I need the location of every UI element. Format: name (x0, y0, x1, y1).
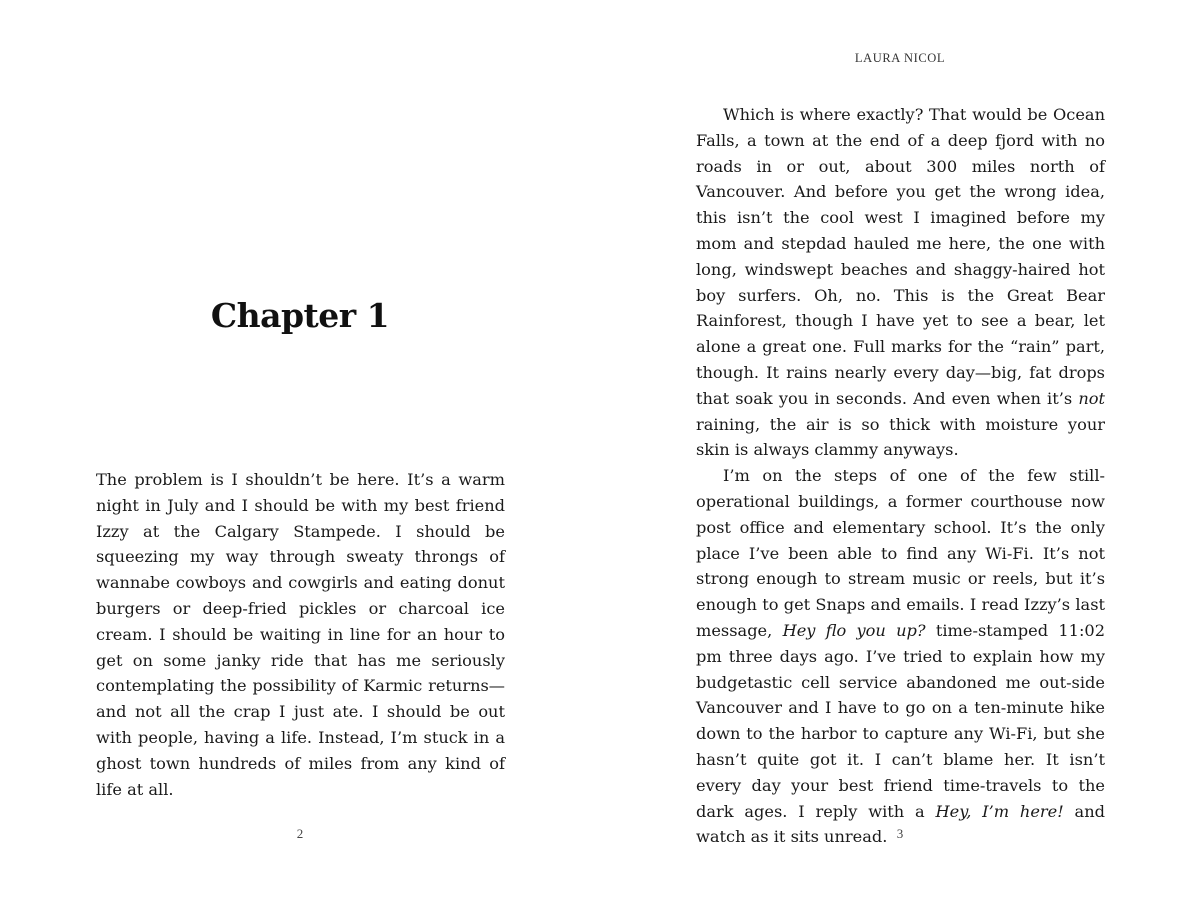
italic-message-reply: Hey, I’m here! (935, 801, 1064, 821)
italic-message-izzy: Hey flo you up? (782, 620, 926, 640)
page-number-right: 3 (896, 826, 904, 841)
paragraph-wifi-steps (696, 463, 1105, 850)
paragraph-text: raining, the air is so thick with moisture your skin is always clammy anyways. (696, 414, 1105, 460)
right-page (600, 0, 1200, 900)
chapter-title: Chapter 1 (210, 296, 390, 335)
left-page-body (96, 467, 505, 802)
paragraph-text: and watch as it sits unread. (696, 801, 1105, 847)
paragraph-text: time-stamped 11:02 pm three days ago. I’ve tried to explain how my budgetastic cell service abandoned me out-side Vancouver and I have to go on a ten-minute hike down to the harbor to capture any Wi-Fi, but she hasn’t quite got it. I can’t blame her. It isn’t every day your best friend time-travels to the dark ages. I reply with a (696, 620, 1106, 821)
paragraph-text: I’m on the steps of one of the few still-operational buildings, a former courthouse now post office and elementary school. It’s the only place I’ve been able to find any Wi-Fi. It’s not strong enough to stream music or reels, but it’s enough to get Snaps and emails. I read Izzy’s last message, (696, 466, 1105, 640)
chapter-opening-paragraph: The problem is I shouldn’t be here. It’s a warm night in July and I should be with my best friend Izzy at the Calgary Stampede. I should be squeezing my way through sweaty throngs of wannabe cowboys and cowgirls and eating donut burgers or deep-fried pickles or charcoal ice cream. I should be waiting in line for an hour to get on some janky ride that has me seriously contemplating the possibility of Karmic returns—and not all the crap I just ate. I should be out with people, having a life. Instead, I’m stuck in a ghost town hundreds of miles from any kind of life at all. (96, 470, 505, 799)
italic-emphasis: not (1078, 388, 1105, 408)
page-number-left: 2 (296, 826, 304, 841)
paragraph-ocean-falls (696, 102, 1105, 463)
paragraph-text: Which is where exactly? That would be Ocean Falls, a town at the end of a deep fjord with no roads in or out, about 300 miles north of Vancouver. And before you get the wrong idea, this isn’t the cool west I imagined before my mom and stepdad hauled me here, the one with long, windswept beaches and shaggy-haired hot boy surfers. Oh, no. This is the Great Bear Rainforest, though I have yet to see a bear, let alone a great one. Full marks for the “rain” part, though. It rains nearly every day—big, fat drops that soak you in seconds. And even when it’s (696, 105, 1105, 408)
right-page-body (696, 102, 1105, 850)
running-head-author: LAURA NICOL (854, 51, 946, 65)
